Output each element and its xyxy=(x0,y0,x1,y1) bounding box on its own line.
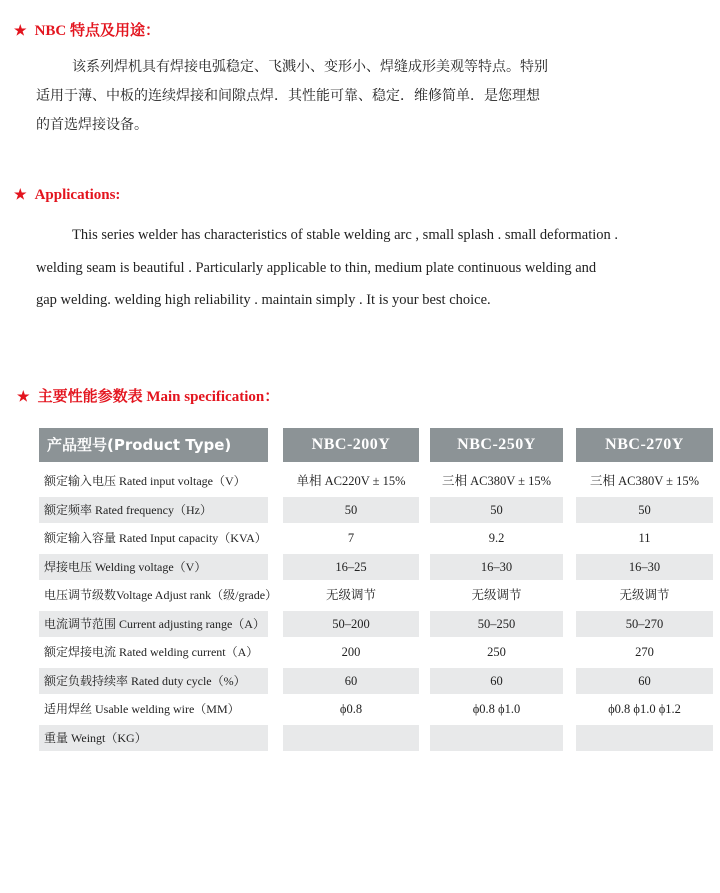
spec-label: 焊接电压 Welding voltage（V） xyxy=(39,554,268,580)
table-row xyxy=(39,668,713,697)
spec-label: 额定焊接电流 Rated welding current（A） xyxy=(44,645,259,659)
spec-value-nbc-200y: 无级调节 xyxy=(325,588,376,602)
header-model-nbc-250y: NBC-250Y xyxy=(430,428,563,462)
spec-value-nbc-200y: 50 xyxy=(283,497,419,523)
spec-value-nbc-250y: 三相 AC380V ± 15% xyxy=(441,474,552,488)
table-row xyxy=(39,582,713,611)
section-title: NBC 特点及用途： xyxy=(34,23,160,39)
table-row xyxy=(39,639,713,668)
spec-value-nbc-250y: ϕ0.8 ϕ1.0 xyxy=(472,702,521,716)
specification-table xyxy=(39,428,713,753)
paragraph-line: gap welding. welding high reliability . maintain simply . It is your best choice. xyxy=(36,292,491,308)
star-icon: ★ xyxy=(14,24,27,39)
spec-value-nbc-270y: 16–30 xyxy=(576,554,713,580)
spec-value-nbc-250y: 250 xyxy=(487,645,506,659)
table-row xyxy=(39,611,713,640)
spec-value-nbc-200y: 16–25 xyxy=(283,554,419,580)
spec-label: 重量 Weingt（KG） xyxy=(39,725,268,751)
section-heading-specification xyxy=(17,385,279,406)
paragraph-line: 该系列焊机具有焊接电弧稳定、飞溅小、变形小、焊缝成形美观等特点。特别 xyxy=(72,59,548,75)
spec-value-nbc-270y xyxy=(576,725,713,751)
section-title: Applications: xyxy=(34,187,121,203)
spec-value-nbc-250y: 9.2 xyxy=(488,531,505,545)
section-title: 主要性能参数表 Main specification： xyxy=(37,389,280,405)
spec-label: 额定输入容量 Rated Input capacity（KVA） xyxy=(44,531,267,545)
table-row xyxy=(39,554,713,583)
table-row xyxy=(39,696,713,725)
header-model-nbc-200y: NBC-200Y xyxy=(283,428,419,462)
spec-value-nbc-270y: 50–270 xyxy=(576,611,713,637)
section-heading-applications xyxy=(14,187,120,204)
spec-value-nbc-200y: 单相 AC220V ± 15% xyxy=(296,474,406,488)
spec-value-nbc-250y: 50–250 xyxy=(430,611,563,637)
spec-value-nbc-200y: 50–200 xyxy=(283,611,419,637)
spec-label: 适用焊丝 Usable welding wire（MM） xyxy=(44,702,240,716)
spec-value-nbc-270y: 60 xyxy=(576,668,713,694)
spec-value-nbc-270y: ϕ0.8 ϕ1.0 ϕ1.2 xyxy=(608,702,681,716)
spec-value-nbc-270y: 无级调节 xyxy=(619,588,670,602)
header-product-type: 产品型号(Product Type) xyxy=(39,428,268,462)
star-icon: ★ xyxy=(17,390,30,405)
spec-label: 额定负载持续率 Rated duty cycle（%） xyxy=(39,668,268,694)
header-model-nbc-270y: NBC-270Y xyxy=(576,428,713,462)
star-icon: ★ xyxy=(14,188,27,203)
spec-value-nbc-250y: 50 xyxy=(430,497,563,523)
spec-label: 电流调节范围 Current adjusting range（A） xyxy=(39,611,268,637)
table-row xyxy=(39,468,713,497)
spec-value-nbc-200y: 7 xyxy=(347,531,355,545)
spec-value-nbc-270y: 11 xyxy=(638,531,651,545)
spec-value-nbc-200y: 60 xyxy=(283,668,419,694)
table-row xyxy=(39,525,713,554)
features-paragraph-cn xyxy=(36,53,686,140)
spec-label: 额定频率 Rated frequency（Hz） xyxy=(39,497,268,523)
spec-value-nbc-200y: ϕ0.8 xyxy=(339,702,363,716)
spec-value-nbc-200y xyxy=(283,725,419,751)
spec-value-nbc-250y: 无级调节 xyxy=(471,588,522,602)
spec-value-nbc-270y: 三相 AC380V ± 15% xyxy=(589,474,700,488)
table-row xyxy=(39,497,713,526)
spec-value-nbc-250y xyxy=(430,725,563,751)
spec-value-nbc-250y: 60 xyxy=(430,668,563,694)
applications-paragraph-en xyxy=(36,219,686,317)
spec-value-nbc-250y: 16–30 xyxy=(430,554,563,580)
table-header-row xyxy=(39,428,713,462)
spec-label: 额定输入电压 Rated input voltage（V） xyxy=(44,474,246,488)
paragraph-line: This series welder has characteristics of stable welding arc , small splash . small deformation . xyxy=(72,227,619,243)
paragraph-line: welding seam is beautiful . Particularly applicable to thin, medium plate continuous welding and xyxy=(36,259,597,276)
table-row xyxy=(39,725,713,754)
paragraph-line: 的首选焊接设备。 xyxy=(36,117,148,133)
spec-label: 电压调节级数Voltage Adjust rank（级/grade） xyxy=(44,588,278,602)
spec-value-nbc-270y: 270 xyxy=(635,645,654,659)
section-heading-features xyxy=(14,19,160,40)
spec-value-nbc-200y: 200 xyxy=(341,645,361,659)
spec-value-nbc-270y: 50 xyxy=(576,497,713,523)
paragraph-line: 适用于薄、中板的连续焊接和间隙点焊．其性能可靠、稳定．维修简单．是您理想 xyxy=(36,88,540,104)
